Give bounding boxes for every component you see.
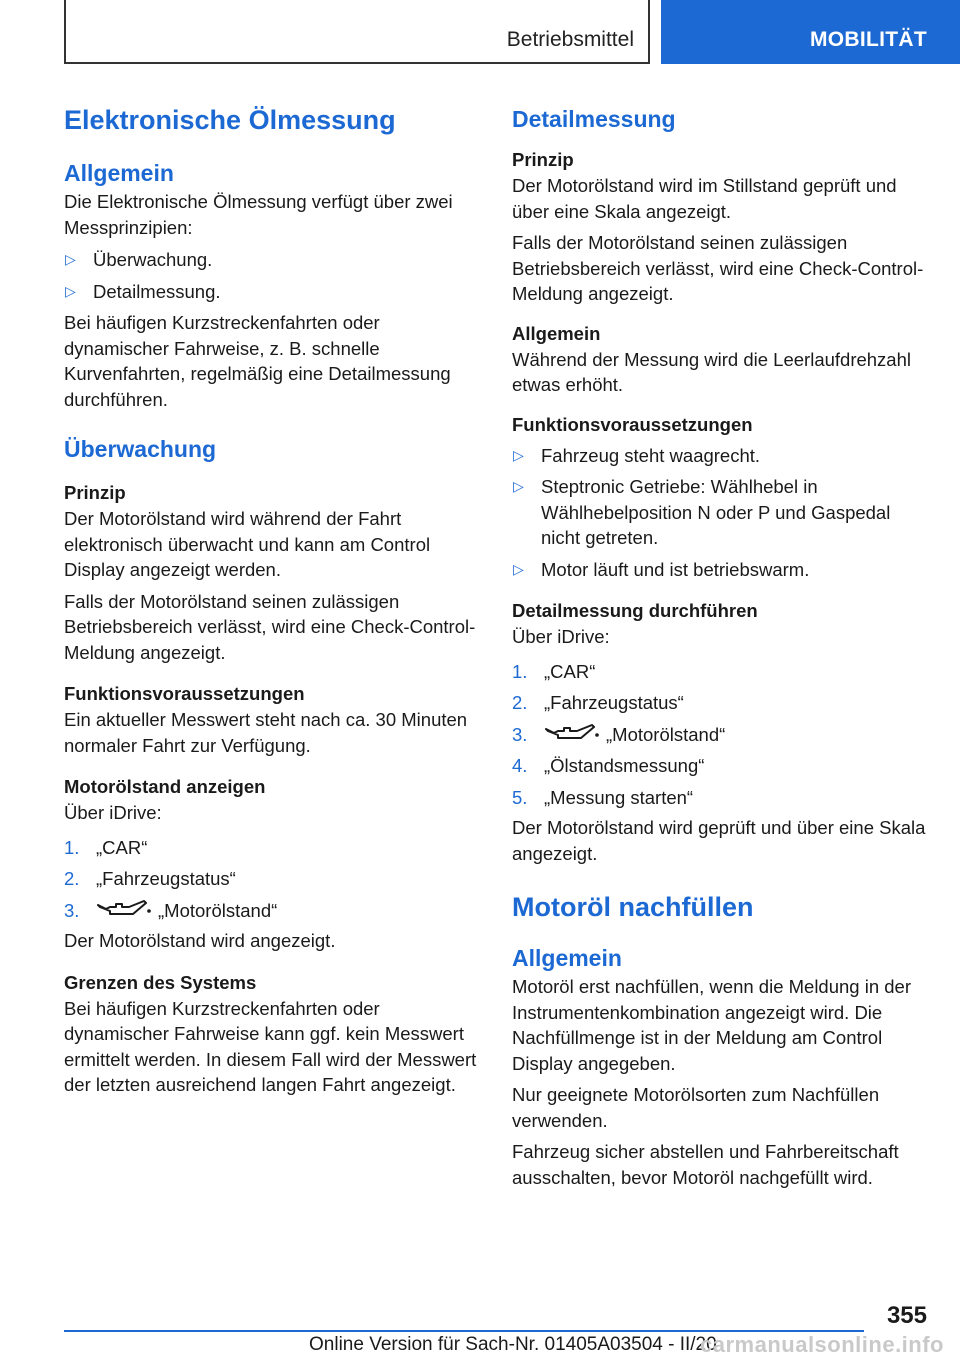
header-chapter-tab	[661, 0, 960, 64]
steps-list	[512, 659, 932, 811]
page-number: 355	[886, 1302, 927, 1329]
nachfuellen-text-2: Nur geeignete Motorölsorten zum Nachfüllen verwenden.	[512, 1084, 880, 1131]
watermark: carmanualsonline.info	[700, 1332, 944, 1357]
heading-allgemein: Allgemein	[512, 322, 601, 344]
list-item: ▷ Überwachung.	[64, 247, 484, 273]
funktion-text: Ein aktueller Messwert steht nach ca. 30 Minuten normaler Fahrt zur Verfügung.	[64, 709, 468, 756]
triangle-bullet-icon: ▷	[65, 251, 76, 267]
heading-grenzen: Grenzen des Systems	[64, 971, 257, 993]
grenzen-text: Bei häufigen Kurzstreckenfahrten oder dynamischer Fahrweise kann ggf. kein Messwert ermittelt werden. In diesem Fall wird der Messwert der letzten ausreichend langen Fahrt angezeigt.	[64, 997, 477, 1095]
heading-detailmessung-durchfuehren: Detailmessung durchführen	[512, 600, 758, 621]
list-item: ▷ Steptronic Getriebe: Wählhebel in Wählhebelposition N oder P und Gaspedal nicht getreten.	[513, 476, 891, 548]
header-section-label: Betriebsmittel	[506, 28, 634, 51]
heading-funktionsvoraussetzungen: Funktionsvoraussetzungen	[512, 413, 753, 435]
list-item: 5. „Messung starten“	[512, 786, 694, 808]
result-text: Der Motorölstand wird angezeigt.	[64, 930, 336, 951]
list-item: 2. „Fahrzeugstatus“	[64, 868, 236, 889]
right-column	[512, 100, 932, 1190]
oil-can-icon	[544, 724, 600, 744]
list-item: 2. „Fahrzeugstatus“	[512, 692, 684, 713]
prinzip-text-2: Falls der Motorölstand seinen zulässigen Betriebsbereich verlässt, wird eine Check-Control-Meldung angezeigt.	[512, 232, 924, 304]
triangle-bullet-icon: ▷	[513, 446, 524, 463]
list-item: 1. „CAR“	[512, 660, 596, 682]
prinzip-text-2: Falls der Motorölstand seinen zulässigen Betriebsbereich verlässt, wird eine Check-Control-Meldung angezeigt.	[64, 590, 476, 663]
list-item: 4. „Ölstandsmessung“	[512, 755, 705, 776]
list-item: 3. „Motorölstand“	[64, 899, 278, 921]
conditions-list	[512, 443, 932, 583]
header-chapter-label: MOBILITÄT	[809, 28, 927, 51]
triangle-bullet-icon: ▷	[513, 560, 524, 577]
heading-ueberwachung: Überwachung	[64, 436, 217, 462]
nachfuellen-text-3: Fahrzeug sicher abstellen und Fahrbereitschaft ausschalten, bevor Motoröl nachgefüllt wird.	[512, 1141, 899, 1188]
heading-motoroelstand-anzeigen: Motorölstand anzeigen	[64, 776, 266, 797]
intro-text: Die Elektronische Ölmessung verfügt über zwei Messprinzipien:	[64, 191, 453, 238]
steps-list	[64, 835, 484, 924]
oil-can-icon	[96, 900, 152, 920]
heading-detailmessung: Detailmessung	[512, 106, 676, 132]
list-item: 3. „Motorölstand“	[512, 723, 726, 745]
prinzip-text-1: Der Motorölstand wird im Stillstand geprüft und über eine Skala angezeigt.	[512, 175, 897, 222]
heading-motoroel-nachfuellen: Motoröl nachfüllen	[512, 892, 754, 922]
heading-allgemein-2: Allgemein	[512, 945, 622, 971]
list-item: ▷ Fahrzeug steht waagrecht.	[512, 443, 932, 469]
heading-prinzip: Prinzip	[64, 482, 126, 503]
list-item: ▷ Motor läuft und ist betriebswarm.	[512, 557, 932, 583]
via-idrive: Über iDrive:	[64, 802, 162, 823]
allgemein-text: Während der Messung wird die Leerlaufdrehzahl etwas erhöht.	[512, 348, 911, 395]
list-item: ▷ Detailmessung.	[64, 279, 484, 305]
prinzip-text-1: Der Motorölstand wird während der Fahrt elektronisch überwacht und kann am Control Display angezeigt werden.	[64, 508, 431, 580]
header-section-box	[64, 0, 650, 64]
nachfuellen-text-1: Motoröl erst nachfüllen, wenn die Meldung in der Instrumentenkombination angezeigt wird. Die Nachfüllmenge ist in der Meldung am Control Display angegeben.	[512, 976, 912, 1074]
heading-funktionsvoraussetzungen: Funktionsvoraussetzungen	[64, 683, 305, 704]
principles-list	[64, 247, 484, 304]
page-title: Elektronische Ölmessung	[64, 105, 396, 135]
advice-text: Bei häufigen Kurzstreckenfahrten oder dynamischer Fahrweise, z. B. schnelle Kurvenfahrten, regelmäßig eine Detailmessung durchführen.	[64, 312, 451, 410]
triangle-bullet-icon: ▷	[65, 282, 76, 299]
via-idrive: Über iDrive:	[512, 626, 610, 647]
heading-prinzip: Prinzip	[512, 149, 574, 170]
left-column	[64, 100, 484, 1098]
list-item: 1. „CAR“	[64, 836, 148, 858]
result-text: Der Motorölstand wird geprüft und über eine Skala angezeigt.	[512, 817, 926, 864]
heading-allgemein: Allgemein	[64, 160, 174, 186]
footer-online-version: Online Version für Sach-Nr. 01405A03504 - II/20	[309, 1334, 717, 1355]
triangle-bullet-icon: ▷	[513, 478, 524, 494]
